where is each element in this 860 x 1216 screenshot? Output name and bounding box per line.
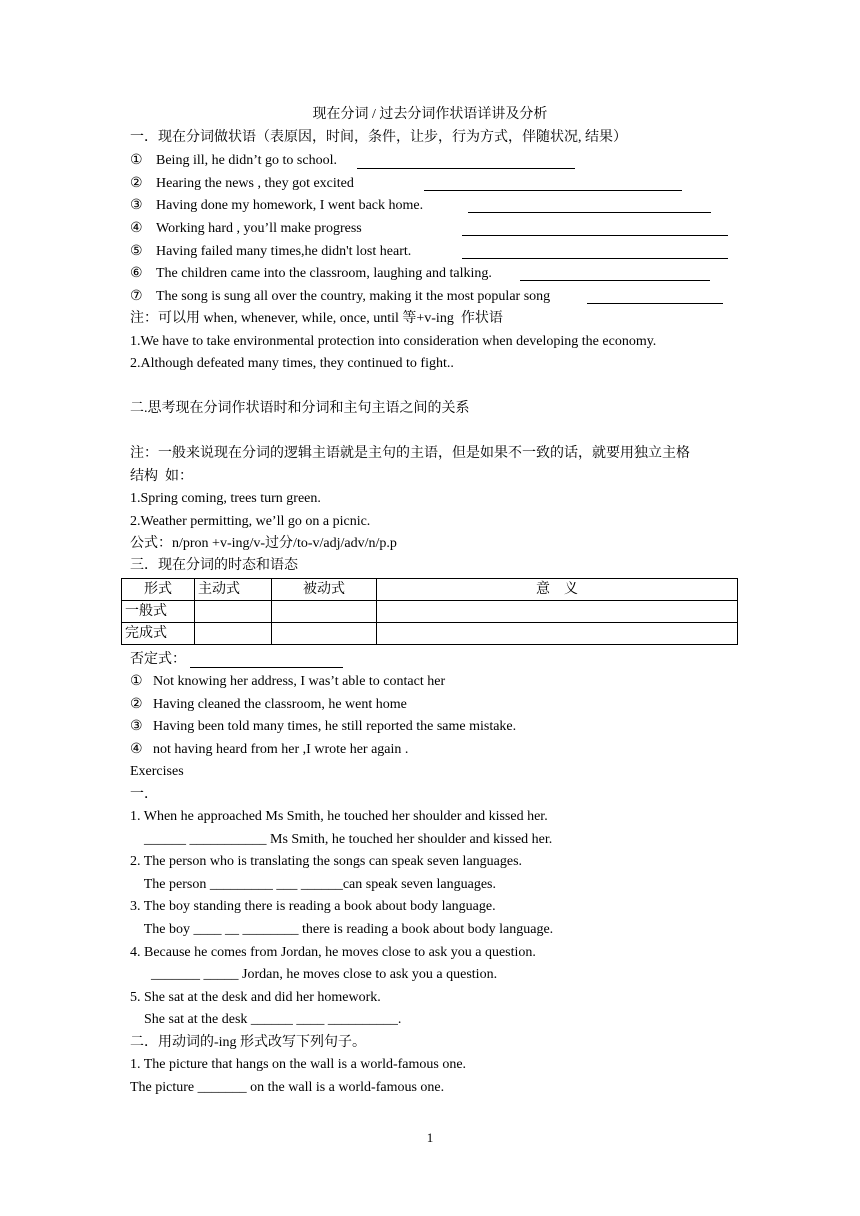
section-1-heading: 一．现在分词做状语（表原因，时间，条件，让步，行为方式，伴随状况, 结果） bbox=[130, 130, 627, 145]
exercises-part-2-heading: 二．用动词的-ing 形式改写下列句子。 bbox=[130, 1035, 367, 1050]
list-item bbox=[130, 265, 492, 283]
answer-blank bbox=[357, 168, 575, 169]
item-number: ① bbox=[130, 153, 143, 168]
item-number: ① bbox=[130, 674, 143, 689]
list-item bbox=[130, 152, 337, 170]
table-cell: 完成式 bbox=[122, 623, 195, 645]
item-text: not having heard from her ,I wrote her again . bbox=[153, 742, 409, 757]
item-text: The song is sung all over the country, making it the most popular song bbox=[156, 289, 551, 304]
answer-blank bbox=[587, 303, 723, 304]
section-2-note-cont: 结构 如： bbox=[130, 469, 193, 484]
item-number: ② bbox=[130, 697, 143, 712]
item-text: Having done my homework, I went back home. bbox=[156, 198, 424, 213]
exercise-answer-line: _______ _____ Jordan, he moves close to ask you a question. bbox=[130, 967, 498, 982]
table-row bbox=[122, 601, 738, 623]
exercise-question: 3. The boy standing there is reading a book about body language. bbox=[130, 899, 496, 914]
item-number: ④ bbox=[130, 742, 143, 757]
exercise-answer-line: The boy ____ __ ________ there is reading a book about body language. bbox=[130, 922, 554, 937]
answer-blank bbox=[462, 235, 728, 236]
table-cell bbox=[195, 623, 272, 645]
table-cell bbox=[272, 623, 377, 645]
list-item bbox=[130, 243, 411, 261]
item-text: Having cleaned the classroom, he went home bbox=[153, 697, 407, 712]
section-3-heading: 三．现在分词的时态和语态 bbox=[130, 558, 298, 573]
exercise-question: 5. She sat at the desk and did her homework. bbox=[130, 990, 381, 1005]
item-text: Being ill, he didn’t go to school. bbox=[156, 153, 337, 168]
item-number: ⑦ bbox=[130, 289, 143, 304]
exercises-label: Exercises bbox=[130, 764, 184, 779]
exercise-question: 2. The person who is translating the songs can speak seven languages. bbox=[130, 854, 523, 869]
section-2-note: 注：一般来说现在分词的逻辑主语就是主句的主语，但是如果不一致的话，就要用独立主格 bbox=[130, 446, 690, 461]
table-row bbox=[122, 623, 738, 645]
list-item bbox=[130, 197, 423, 215]
exercise-question: 1. When he approached Ms Smith, he touched her shoulder and kissed her. bbox=[130, 809, 548, 824]
example-sentence: 1.Spring coming, trees turn green. bbox=[130, 491, 321, 506]
item-number: ③ bbox=[130, 198, 143, 213]
answer-blank bbox=[520, 280, 710, 281]
exercise-answer-line: The picture _______ on the wall is a world-famous one. bbox=[130, 1080, 445, 1095]
item-text: Working hard , you’ll make progress bbox=[156, 221, 362, 236]
answer-blank bbox=[462, 258, 728, 259]
example-sentence: 1.We have to take environmental protection into consideration when developing the economy. bbox=[130, 334, 657, 349]
list-item bbox=[130, 175, 354, 193]
answer-blank bbox=[468, 212, 711, 213]
list-item bbox=[130, 718, 516, 736]
exercise-answer-line: ______ ___________ Ms Smith, he touched her shoulder and kissed her. bbox=[130, 832, 553, 847]
answer-blank bbox=[190, 667, 343, 668]
table-header-cell: 形式 bbox=[122, 579, 195, 601]
item-number: ③ bbox=[130, 719, 143, 734]
item-text: Hearing the news , they got excited bbox=[156, 176, 354, 191]
page-number: 1 bbox=[426, 1130, 434, 1145]
table-header-cell: 被动式 bbox=[272, 579, 377, 601]
exercise-answer-line: She sat at the desk ______ ____ __________. bbox=[130, 1012, 402, 1027]
list-item bbox=[130, 741, 408, 759]
answer-blank bbox=[424, 190, 682, 191]
list-item bbox=[130, 673, 445, 691]
exercise-question: 4. Because he comes from Jordan, he moves close to ask you a question. bbox=[130, 945, 536, 960]
formula: 公式：n/pron +v-ing/v-过分/to-v/adj/adv/n/p.p bbox=[130, 536, 397, 551]
section-1-note: 注：可以用 when, whenever, while, once, until 等+v-ing 作状语 bbox=[130, 311, 503, 326]
example-sentence: 2.Although defeated many times, they continued to fight.. bbox=[130, 356, 454, 371]
table-header-cell: 主动式 bbox=[195, 579, 272, 601]
item-text: Having failed many times,he didn't lost heart. bbox=[156, 244, 412, 259]
document-title: 现在分词 / 过去分词作状语详讲及分析 bbox=[312, 107, 548, 122]
table-header-cell: 意 义 bbox=[377, 579, 738, 601]
item-number: ④ bbox=[130, 221, 143, 236]
list-item bbox=[130, 696, 407, 714]
table-cell: 一般式 bbox=[122, 601, 195, 623]
example-sentence: 2.Weather permitting, we’ll go on a picnic. bbox=[130, 514, 371, 529]
list-item bbox=[130, 288, 550, 306]
table-cell bbox=[377, 623, 738, 645]
negative-form-label: 否定式： bbox=[130, 652, 186, 667]
exercises-part-1-label: 一． bbox=[130, 787, 158, 802]
table-header-row bbox=[122, 579, 738, 601]
item-number: ② bbox=[130, 176, 143, 191]
table-cell bbox=[195, 601, 272, 623]
item-text: Having been told many times, he still reported the same mistake. bbox=[153, 719, 517, 734]
exercise-question: 1. The picture that hangs on the wall is a world-famous one. bbox=[130, 1057, 467, 1072]
item-text: The children came into the classroom, laughing and talking. bbox=[156, 266, 492, 281]
exercise-answer-line: The person _________ ___ ______can speak seven languages. bbox=[130, 877, 496, 892]
section-2-heading: 二.思考现在分词作状语时和分词和主句主语之间的关系 bbox=[130, 401, 470, 416]
item-number: ⑤ bbox=[130, 244, 143, 259]
item-text: Not knowing her address, I was’t able to contact her bbox=[153, 674, 446, 689]
list-item bbox=[130, 220, 362, 238]
table-cell bbox=[272, 601, 377, 623]
item-number: ⑥ bbox=[130, 266, 143, 281]
table-cell bbox=[377, 601, 738, 623]
tense-voice-table bbox=[121, 578, 738, 645]
